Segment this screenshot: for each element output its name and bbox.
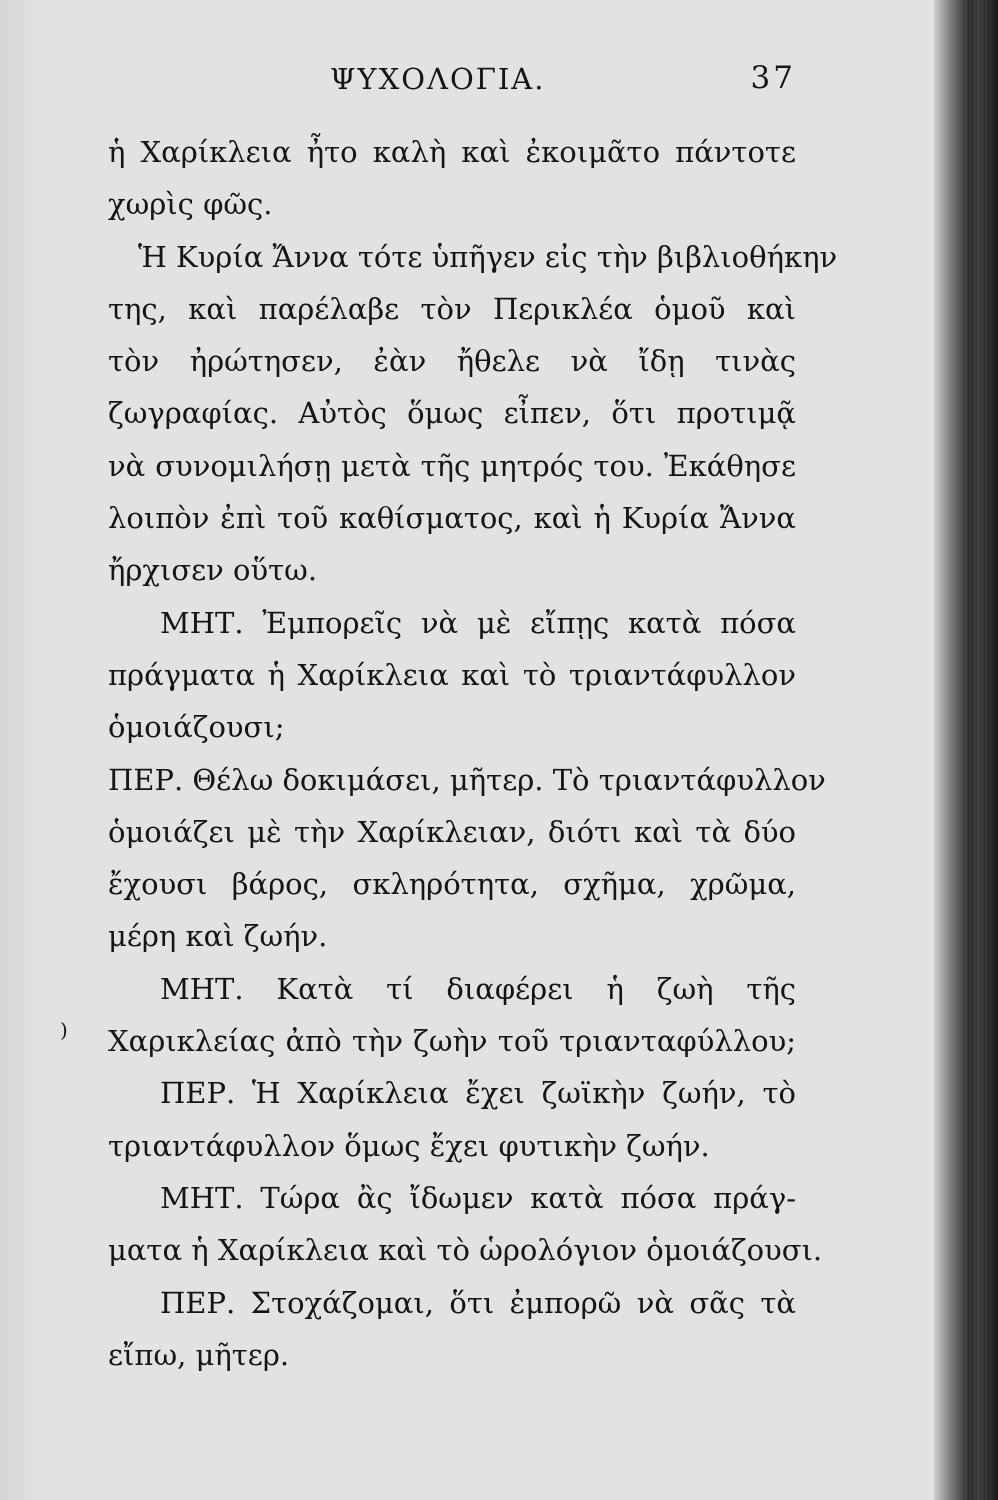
text-line: ὁμοιάζουσι; (108, 710, 285, 745)
body-text (108, 126, 838, 1381)
running-title: ΨΥΧΟΛΟΓΙΑ. (330, 62, 546, 96)
text-line: εἴπω, μῆτερ. (108, 1337, 290, 1372)
dialogue-line: ΜΗΤ. Κατὰ τί διαφέρει ἡ ζωὴ τῆς (160, 971, 796, 1006)
page-header (108, 62, 796, 108)
page-gutter-shadow (0, 0, 40, 1500)
text-line: Χαρικλείας ἀπὸ τὴν ζωὴν τοῦ τριανταφύλλου; (108, 1024, 796, 1059)
text-line: της, καὶ παρέλαβε τὸν Περικλέα ὁμοῦ καὶ (108, 291, 796, 326)
page-number: 37 (750, 60, 796, 96)
text-line: τριαντάφυλλον ὅμως ἔχει φυτικὴν ζωήν. (108, 1128, 710, 1163)
text-line: ζωγραφίας. Αὐτὸς ὅμως εἶπεν, ὅτι προτιμᾷ (108, 396, 796, 431)
text-line: ὁμοιάζει μὲ τὴν Χαρίκλειαν, διότι καὶ τὰ δύο (108, 814, 796, 849)
book-edge (934, 0, 998, 1500)
text-line: νὰ συνομιλήσῃ μετὰ τῆς μητρός του. Ἐκάθησε (108, 448, 796, 483)
dialogue-line: ΠΕΡ. Στοχάζομαι, ὅτι ἐμπορῶ νὰ σᾶς τὰ (160, 1285, 796, 1320)
dialogue-line: ΜΗΤ. Ἐμπορεῖς νὰ μὲ εἴπῃς κατὰ πόσα (160, 605, 796, 640)
text-line: ἡ Χαρίκλεια ἦτο καλὴ καὶ ἐκοιμᾶτο πάντοτε (108, 135, 796, 169)
dialogue-line: ΠΕΡ. Ἡ Χαρίκλεια ἔχει ζωϊκὴν ζωήν, τὸ (160, 1076, 796, 1111)
text-line: ἤρχισεν οὕτω. (108, 553, 318, 588)
text-line: χωρὶς φῶς. (108, 187, 273, 222)
dialogue-line: ΠΕΡ. Θέλω δοκιμάσει, μῆτερ. Τὸ τριαντάφυλλον (108, 762, 826, 797)
page-edges-texture (966, 0, 992, 1500)
text-line: ἔχουσι βάρος, σκληρότητα, σχῆμα, χρῶμα, (108, 867, 796, 902)
text-line: τὸν ἠρώτησεν, ἐὰν ἤθελε νὰ ἴδῃ τινὰς (108, 344, 796, 379)
text-line: πράγματα ἡ Χαρίκλεια καὶ τὸ τριαντάφυλλον (108, 657, 796, 692)
dialogue-line: ΜΗΤ. Τώρα ἂς ἴδωμεν κατὰ πόσα πράγ- (160, 1180, 796, 1215)
text-line: Ἡ Κυρία Ἄννα τότε ὑπῆγεν εἰς τὴν βιβλιοθήκην (138, 239, 838, 274)
text-line: μέρη καὶ ζωήν. (108, 919, 328, 954)
text-line: ματα ἡ Χαρίκλεια καὶ τὸ ὡρολόγιον ὁμοιάζουσι. (108, 1233, 823, 1268)
margin-mark: ) (60, 1018, 68, 1042)
text-line: λοιπὸν ἐπὶ τοῦ καθίσματος, καὶ ἡ Κυρία Ἄννα (108, 501, 796, 536)
